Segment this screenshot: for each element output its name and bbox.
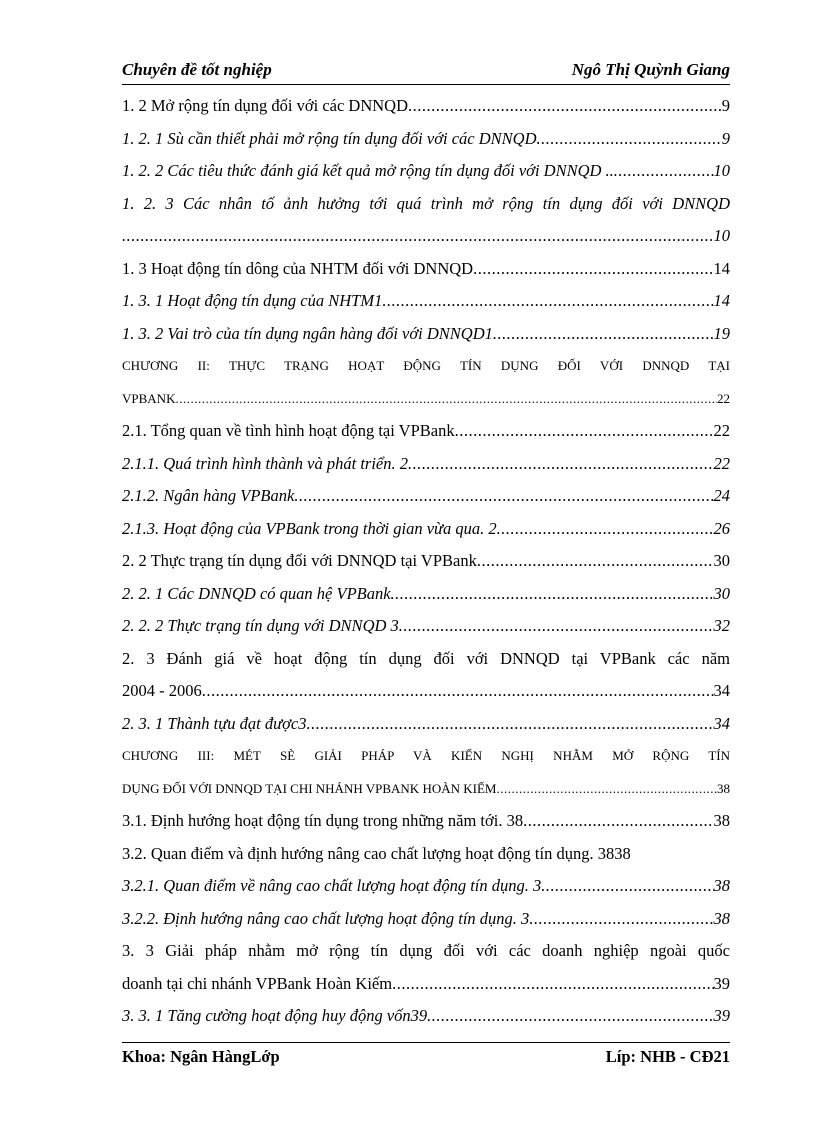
toc-entry-title: 1. 2. 3 Các nhân tố ảnh hưởng tới quá trình mở rộng tín dụng đối với DNNQD	[122, 193, 730, 213]
toc-entry-title: 2. 2 Thực trạng tín dụng đối với DNNQD tại VPBank	[122, 551, 477, 570]
toc-page-number: 14	[713, 258, 730, 278]
toc-entry[interactable]	[122, 740, 730, 773]
toc-dot-leader	[122, 220, 714, 253]
toc-entry-title: 2. 2. 1 Các DNNQD có quan hệ VPBank	[122, 583, 391, 603]
toc-dot-leader	[493, 318, 714, 351]
toc-page-number: 39	[713, 1006, 730, 1025]
toc-page-number: 39	[713, 973, 730, 993]
toc-entry[interactable]	[122, 610, 730, 643]
toc-entry-title: 1. 3 Hoạt động tín dông của NHTM đối với DNNQD	[122, 258, 474, 278]
toc-entry-title: 1. 2 Mở rộng tín dụng đối với các DNNQD	[122, 96, 409, 115]
toc-entry-title: 3.2. Quan điểm và định hướng nâng cao chất lượng hoạt động tín dụng. 3838	[122, 843, 631, 863]
toc-entry-title: DỤNG ĐỐI VỚI DNNQD TẠI CHI NHÁNH VPBANK HOÀN KIẾM	[122, 780, 497, 796]
toc-dot-leader	[392, 968, 713, 1001]
table-of-contents	[122, 90, 730, 1033]
toc-dot-leader	[541, 870, 713, 903]
toc-entry[interactable]	[122, 123, 730, 156]
toc-entry-title: 2. 3. 1 Thành tựu đạt được3	[122, 713, 307, 733]
toc-entry-title: 2. 3 Đánh giá về hoạt động tín dụng đối với DNNQD tại VPBank các năm	[122, 648, 730, 668]
page-header	[122, 56, 730, 85]
toc-entry[interactable]	[122, 805, 730, 838]
toc-dot-leader	[496, 773, 717, 806]
toc-entry-title: 3.1. Định hướng hoạt động tín dụng trong những năm tới. 38	[122, 811, 524, 830]
toc-page-number: 38	[713, 811, 730, 830]
toc-dot-leader	[294, 480, 713, 513]
toc-entry[interactable]	[122, 480, 730, 513]
toc-entry-title: 1. 3. 2 Vai trò của tín dụng ngân hàng đối với DNNQD1	[122, 323, 493, 343]
toc-page-number: 22	[713, 421, 730, 440]
toc-entry-title: 2.1.1. Quá trình hình thành và phát triển. 2	[122, 453, 408, 473]
toc-entry[interactable]	[122, 838, 730, 871]
toc-entry[interactable]	[122, 350, 730, 383]
toc-entry-title: VPBANK	[122, 390, 176, 406]
toc-entry[interactable]	[122, 253, 730, 286]
toc-dot-leader	[399, 610, 714, 643]
toc-entry[interactable]	[122, 708, 730, 741]
toc-entry[interactable]	[122, 903, 730, 936]
toc-page-number: 14	[713, 291, 730, 310]
header-title: Chuyên đề tốt nghiệp	[122, 60, 272, 79]
toc-entry[interactable]	[122, 935, 730, 968]
toc-entry[interactable]	[122, 220, 730, 253]
toc-entry[interactable]	[122, 155, 730, 188]
toc-entry[interactable]	[122, 415, 730, 448]
toc-dot-leader	[473, 253, 713, 286]
toc-dot-leader	[497, 513, 714, 546]
toc-entry[interactable]	[122, 968, 730, 1001]
toc-entry-title: 2. 2. 2 Thực trạng tín dụng với DNNQD 3	[122, 616, 399, 635]
toc-entry-title: doanh tại chi nhánh VPBank Hoàn Kiếm	[122, 973, 393, 993]
toc-dot-leader	[175, 383, 717, 416]
toc-entry[interactable]	[122, 513, 730, 546]
toc-entry[interactable]	[122, 773, 730, 806]
toc-dot-leader	[408, 90, 722, 123]
toc-page-number: 32	[713, 616, 730, 635]
toc-entry[interactable]	[122, 675, 730, 708]
page-footer	[122, 1042, 730, 1073]
toc-page-number: 10	[713, 226, 730, 245]
toc-page-number: 30	[713, 551, 730, 570]
toc-page-number: 19	[713, 323, 730, 343]
toc-entry[interactable]	[122, 1000, 730, 1033]
toc-entry-title: 3.2.2. Định hướng nâng cao chất lượng hoạt động tín dụng. 3	[122, 908, 530, 928]
toc-page-number: 34	[713, 713, 730, 733]
footer-class: Líp: NHB - CĐ21	[605, 1047, 730, 1066]
toc-dot-leader	[391, 578, 714, 611]
toc-entry-title: 2.1. Tổng quan về tình hình hoạt động tại VPBank	[122, 421, 455, 440]
toc-page-number: 10	[713, 161, 730, 180]
toc-entry-title: 2.1.2. Ngân hàng VPBank	[122, 486, 295, 505]
toc-page-number: 38	[717, 780, 730, 796]
toc-page-number: 38	[713, 876, 730, 895]
toc-page-number: 38	[713, 908, 730, 928]
toc-entry[interactable]	[122, 188, 730, 221]
toc-entry[interactable]	[122, 545, 730, 578]
toc-entry-title: 3. 3 Giải pháp nhằm mở rộng tín dụng đối với các doanh nghiệp ngoài quốc	[122, 941, 730, 960]
toc-dot-leader	[614, 155, 714, 188]
toc-page-number: 9	[721, 128, 730, 148]
toc-entry-title: 1. 2. 1 Sù cần thiết phải mở rộng tín dụng đối với các DNNQD	[122, 128, 537, 148]
toc-page-number: 9	[721, 96, 730, 115]
toc-entry-title: CHƯƠNG III: MÉT SÈ GIẢI PHÁP VÀ KIẾN NGHỊ NHẰM MỞ RỘNG TÍN	[122, 748, 730, 763]
toc-dot-leader	[455, 415, 714, 448]
toc-entry[interactable]	[122, 578, 730, 611]
footer-faculty: Khoa: Ngân HàngLớp	[122, 1047, 280, 1066]
toc-dot-leader	[529, 903, 713, 936]
toc-entry[interactable]	[122, 870, 730, 903]
toc-dot-leader	[306, 708, 713, 741]
toc-dot-leader	[382, 285, 713, 318]
toc-entry-title: 1. 3. 1 Hoạt động tín dụng của NHTM1	[122, 291, 383, 310]
toc-page-number: 22	[717, 390, 730, 406]
toc-page-number: 26	[713, 518, 730, 538]
toc-page-number: 24	[713, 486, 730, 505]
toc-dot-leader	[408, 448, 714, 481]
toc-dot-leader	[427, 1000, 713, 1033]
toc-entry[interactable]	[122, 285, 730, 318]
toc-entry-title: 2004 - 2006	[122, 681, 202, 700]
toc-dot-leader	[202, 675, 714, 708]
toc-page-number: 30	[713, 583, 730, 603]
toc-entry-title: 1. 2. 2 Các tiêu thức đánh giá kết quả mở rộng tín dụng đối với DNNQD ..	[122, 161, 614, 180]
toc-entry-title: 3.2.1. Quan điểm về nâng cao chất lượng hoạt động tín dụng. 3	[122, 876, 542, 895]
toc-entry-title: 2.1.3. Hoạt động của VPBank trong thời gian vừa qua. 2	[122, 518, 497, 538]
toc-entry[interactable]	[122, 383, 730, 416]
toc-dot-leader	[477, 545, 714, 578]
toc-entry[interactable]	[122, 318, 730, 351]
toc-page-number: 22	[713, 453, 730, 473]
toc-dot-leader	[537, 123, 722, 156]
toc-entry[interactable]	[122, 90, 730, 123]
toc-page-number: 34	[713, 681, 730, 700]
toc-dot-leader	[523, 805, 713, 838]
header-author: Ngô Thị Quỳnh Giang	[571, 60, 730, 79]
toc-entry-title: CHƯƠNG II: THỰC TRẠNG HOẠT ĐỘNG TÍN DỤNG ĐỐI VỚI DNNQD TẠI	[122, 358, 730, 373]
toc-entry[interactable]	[122, 448, 730, 481]
toc-entry-title: 3. 3. 1 Tăng cường hoạt động huy động vốn39	[122, 1006, 428, 1025]
toc-entry[interactable]	[122, 643, 730, 676]
